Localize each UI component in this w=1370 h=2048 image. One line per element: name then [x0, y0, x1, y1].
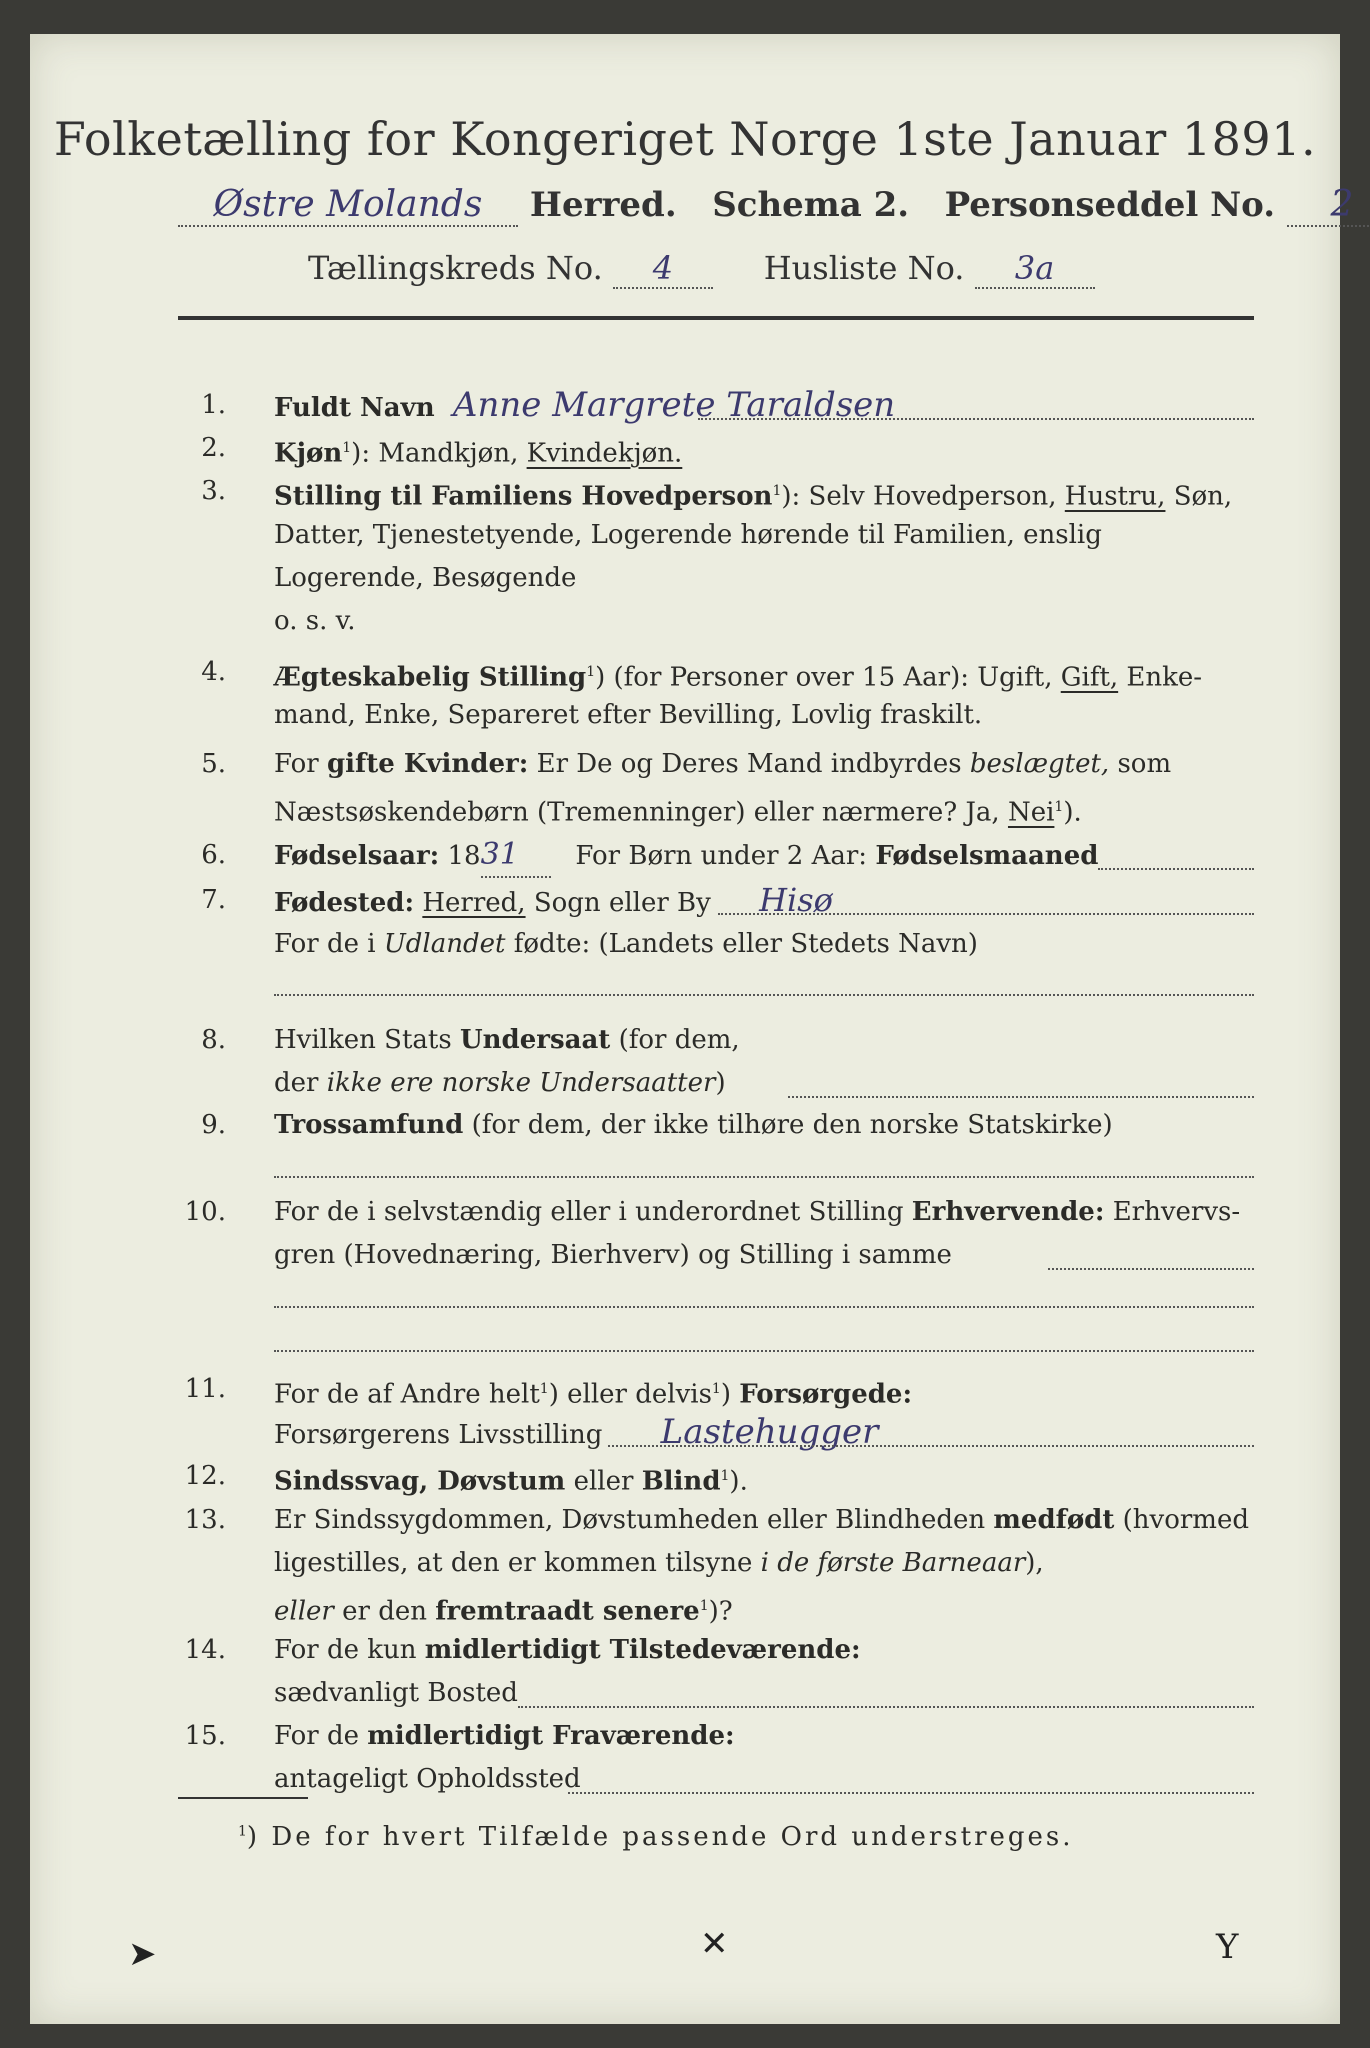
- q6-label: Fødselsaar:: [274, 841, 440, 871]
- q5-text: [274, 743, 1254, 785]
- q13-line3: eller er den fremtraadt senere$^1$)?: [274, 1596, 733, 1627]
- q11-bold: Forsørgede:: [739, 1379, 913, 1410]
- q9-text-a: (for dem, der ikke tilhøre den norske Statskirke): [471, 1110, 1113, 1140]
- q6-value: 31: [481, 834, 551, 878]
- personseddel-label: Personseddel No.: [944, 185, 1276, 225]
- q10-bold: Erhvervende:: [911, 1197, 1105, 1227]
- q15-line2: antageligt Opholdssted: [274, 1764, 581, 1794]
- form-title: Folketælling for Kongeriget Norge 1ste Januar 1891.: [53, 112, 1317, 166]
- q8-italic: ikke ere norske Undersaatter: [326, 1068, 716, 1098]
- q11-text: For de af Andre helt$^1$) eller delvis$^1$) Forsørgede:: [274, 1379, 913, 1410]
- q14-line2: sædvanligt Bosted: [274, 1678, 518, 1708]
- q5-italic: beslægtet,: [969, 749, 1110, 779]
- q2-text-a: ): Mandkjøn,: [351, 438, 519, 469]
- q5-nei: Nei: [1007, 797, 1055, 828]
- q11-line2: [274, 1411, 1254, 1456]
- q8-text: [274, 1019, 1254, 1061]
- q3-text-b: Søn,: [1173, 481, 1233, 512]
- q11-num: 11.: [184, 1374, 226, 1404]
- q13-text-b: (hvormed: [1122, 1505, 1249, 1535]
- q9-text: [274, 1104, 1254, 1146]
- q1-dotline: [698, 418, 1254, 420]
- q6-text: [274, 834, 1254, 878]
- q11-text-b: ) eller delvis: [548, 1379, 712, 1410]
- q15-text: [274, 1715, 1254, 1757]
- q12-bold: Sindssvag, Døvstum: [274, 1466, 566, 1497]
- kreds-line: [308, 249, 1095, 289]
- q7-value: Hisø: [759, 881, 833, 919]
- q9-blank-line: [274, 1176, 1254, 1178]
- q12-bold2: Blind: [641, 1466, 721, 1497]
- q8-bold: Undersaat: [459, 1025, 611, 1055]
- q2-num: 2.: [201, 433, 226, 463]
- q15-text-a: For de: [274, 1721, 359, 1751]
- q7-label: Fødested:: [274, 888, 415, 918]
- q7-text: [274, 879, 1254, 924]
- q3-line4: o. s. v.: [274, 606, 356, 636]
- herred-label: Herred.: [529, 185, 677, 225]
- q14-dotline: [518, 1706, 1254, 1708]
- q4-gift: Gift,: [1060, 662, 1119, 693]
- q11-line2-label: Forsørgerens Livsstilling: [274, 1420, 603, 1450]
- q5-num: 5.: [201, 749, 226, 779]
- q13-line2a: ligestilles, at den er kommen tilsyne: [274, 1548, 753, 1578]
- q15-num: 15.: [184, 1721, 226, 1751]
- registration-mark-center: ✕: [700, 1924, 729, 1964]
- q13-line3-italic: eller: [274, 1596, 334, 1627]
- q2-kvindekjon: Kvindekjøn.: [526, 438, 683, 469]
- q7-blank-line: [274, 994, 1254, 996]
- q11-value: Lastehugger: [660, 1412, 879, 1452]
- q7-text-a: Sogn eller By: [533, 888, 711, 918]
- q8-dotline: [788, 1096, 1254, 1098]
- q3-num: 3.: [201, 476, 226, 506]
- q10-num: 10.: [184, 1197, 226, 1227]
- q8-text-a: Hvilken Stats: [274, 1025, 452, 1055]
- q14-num: 14.: [184, 1635, 226, 1665]
- q9-bold: Trossamfund: [274, 1110, 464, 1140]
- q2-label: Kjøn: [274, 438, 343, 469]
- q7-herred: Herred,: [422, 888, 526, 918]
- q6-label-b: Fødselsmaaned: [875, 841, 1099, 871]
- q13-italic: i de første Barneaar: [760, 1548, 1026, 1578]
- q3-label: Stilling til Familiens Hovedperson: [274, 481, 773, 512]
- footnote-rule: [178, 1797, 308, 1799]
- q10-dotline: [1048, 1268, 1254, 1270]
- q15-dotline: [568, 1792, 1254, 1794]
- kreds-label: Tællingskreds No.: [308, 249, 603, 287]
- q2-sup: 1: [342, 440, 352, 456]
- q4-text-b: Enke-: [1126, 662, 1203, 693]
- q14-text-a: For de kun: [274, 1635, 417, 1665]
- q10-blank-line-2: [274, 1350, 1254, 1352]
- registration-mark-left: ➤: [128, 1934, 157, 1974]
- herred-value: Østre Molands: [178, 184, 518, 227]
- q6-text-a: For Børn under 2 Aar:: [575, 841, 868, 871]
- q4-num: 4.: [201, 657, 226, 687]
- q10-blank-line-1: [274, 1306, 1254, 1308]
- footnote-text: De for hvert Tilfælde passende Ord understreges.: [271, 1822, 1074, 1852]
- footnote: $^1$) De for hvert Tilfælde passende Ord understreges.: [238, 1822, 1074, 1852]
- q7-italic: Udlandet: [383, 929, 506, 959]
- q1-value: Anne Margrete Taraldsen: [452, 385, 896, 425]
- q10-line2: gren (Hovednæring, Bierhverv) og Stilling i samme: [274, 1240, 952, 1270]
- q1-text: [274, 384, 1254, 429]
- q5-text-c: som: [1117, 749, 1172, 779]
- q8-num: 8.: [201, 1025, 226, 1055]
- q13-text: [274, 1499, 1254, 1541]
- q1-label: Fuldt Navn: [274, 393, 435, 423]
- q7-line2: [274, 923, 1254, 965]
- q7-line2b: fødte: (Landets eller Stedets Navn): [513, 929, 978, 959]
- q5-line2: Næstsøskendebørn (Tremenninger) eller nærmere? Ja, Nei$^1$).: [274, 797, 1082, 828]
- q4-text-a: ) (for Personer over 15 Aar): Ugift,: [595, 662, 1053, 693]
- q8-line2b: ): [715, 1068, 726, 1098]
- q1-num: 1.: [201, 390, 226, 420]
- q4-line2: mand, Enke, Separeret efter Bevilling, Lovlig fraskilt.: [274, 700, 983, 730]
- q10-text-a: For de i selvstændig eller i underordnet Stilling: [274, 1197, 904, 1227]
- q11-dotline: [608, 1445, 1254, 1447]
- q7-line2a: For de i: [274, 929, 376, 959]
- q3-hustru: Hustru,: [1064, 481, 1166, 512]
- q10-text-b: Erhvervs-: [1112, 1197, 1241, 1227]
- registration-mark-right: Y: [1216, 1927, 1239, 1967]
- q4-text: [274, 651, 1254, 699]
- q3-line2: Datter, Tjenestetyende, Logerende hørende til Familien, enslig: [274, 520, 1102, 550]
- husliste-value: 3a: [975, 249, 1095, 289]
- footnote-sup: 1: [238, 1823, 247, 1840]
- q6-num: 6.: [201, 840, 226, 870]
- personseddel-value: 2: [1287, 184, 1370, 227]
- q8-text-b: (for dem,: [618, 1025, 740, 1055]
- q14-text: [274, 1629, 1254, 1671]
- q6-dotline: [1098, 868, 1254, 870]
- q13-line3a: er den: [342, 1596, 427, 1627]
- kreds-value: 4: [613, 249, 713, 289]
- q13-line2b: ),: [1025, 1548, 1044, 1578]
- q4-sup: 1: [586, 664, 596, 680]
- husliste-label: Husliste No.: [763, 249, 965, 287]
- q10-text: [274, 1191, 1254, 1233]
- q14-bold: midlertidigt Tilstedeværende:: [424, 1635, 861, 1665]
- q5-line2a: Næstsøskendebørn (Tremenninger) eller nærmere? Ja,: [274, 797, 1000, 828]
- q5-line2b: ).: [1063, 797, 1082, 828]
- q9-num: 9.: [201, 1110, 226, 1140]
- q13-line3b: )?: [708, 1596, 733, 1627]
- q3-text-a: ): Selv Hovedperson,: [781, 481, 1057, 512]
- q13-text-a: Er Sindssygdommen, Døvstumheden eller Blindheden: [274, 1505, 986, 1535]
- q3-text: [274, 470, 1254, 518]
- q7-dotline: [718, 913, 1254, 915]
- q12-text: Sindssvag, Døvstum eller Blind$^1$).: [274, 1466, 748, 1497]
- q12-text-a: eller: [573, 1466, 634, 1497]
- q12-text-b: ).: [729, 1466, 748, 1497]
- q5-bold: gifte Kvinder:: [326, 749, 529, 779]
- q6-prefix: 18: [447, 841, 481, 871]
- q8-line2a: der: [274, 1068, 319, 1098]
- q15-bold: midlertidigt Fraværende:: [367, 1721, 735, 1751]
- q13-line3-bold: fremtraadt senere: [435, 1596, 700, 1627]
- q7-num: 7.: [201, 885, 226, 915]
- schema-label: Schema 2.: [712, 185, 910, 225]
- header-rule: [178, 316, 1254, 320]
- q5-text-b: Er De og Deres Mand indbyrdes: [536, 749, 962, 779]
- q13-line2: [274, 1542, 1254, 1584]
- q3-sup: 1: [772, 483, 782, 499]
- census-form-page: [30, 34, 1354, 2024]
- herred-line: [178, 184, 1354, 227]
- q2-text: [274, 427, 1254, 475]
- q4-label: Ægteskabelig Stilling: [274, 662, 587, 693]
- q3-line3: Logerende, Besøgende: [274, 563, 577, 593]
- q11-text-a: For de af Andre helt: [274, 1379, 540, 1410]
- q12-num: 12.: [184, 1461, 226, 1491]
- q5-text-a: For: [274, 749, 319, 779]
- q13-num: 13.: [184, 1505, 226, 1535]
- q13-bold: medfødt: [993, 1505, 1115, 1535]
